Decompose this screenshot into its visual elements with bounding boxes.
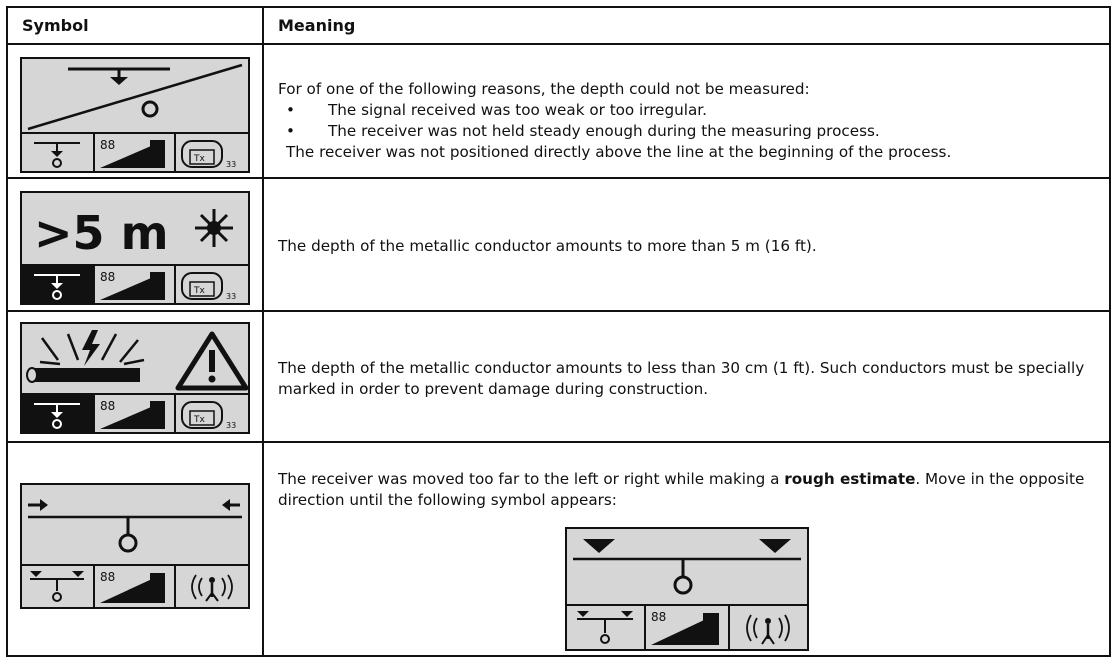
rough-estimate-emphasis: rough estimate (784, 470, 916, 488)
tx-label: Tx (194, 154, 205, 164)
meaning-text-4: The receiver was moved too far to the left or right while making a rough estimate. Move in the opposite direction until the following symbol appears: (278, 470, 1085, 509)
table-row (8, 179, 1109, 312)
table-header (8, 8, 1109, 45)
lcd-digits: 88 (651, 610, 667, 624)
meaning-text-3: The depth of the metallic conductor amounts to less than 30 cm (1 ft). Such conductors must be specially marked in order to prevent damage during construction. (278, 359, 1085, 398)
tx-label: Tx (194, 415, 205, 425)
header-meaning: Meaning (278, 16, 356, 35)
tx-sub: 33 (226, 160, 237, 169)
tx-sub: 33 (226, 421, 237, 430)
table-row (8, 443, 1109, 655)
meaning-outro: The receiver was not positioned directly above the line at the beginning of the process. (286, 143, 952, 161)
bullet-item: • The receiver was not held steady enough during the measuring process. (286, 122, 880, 140)
tx-label: Tx (194, 286, 205, 296)
tx-sub: 33 (226, 292, 237, 301)
depth-less-than-30cm-symbol (20, 322, 250, 434)
meaning-intro: For of one of the following reasons, the depth could not be measured: (278, 80, 810, 98)
lcd-digits: 88 (100, 138, 116, 152)
table-row (8, 312, 1109, 443)
header-symbol: Symbol (22, 16, 89, 35)
lcd-digits: 88 (100, 570, 116, 584)
lcd-digits: 88 (100, 399, 116, 413)
depth-not-measured-symbol (20, 57, 250, 173)
symbol-meaning-table (6, 6, 1111, 657)
centered-position-symbol (565, 527, 809, 651)
meaning-text-2: The depth of the metallic conductor amounts to more than 5 m (16 ft). (278, 237, 817, 255)
table-row (8, 45, 1109, 179)
meaning-text-1 (278, 79, 1095, 163)
lcd-digits: 88 (100, 270, 116, 284)
depth-more-than-5m-symbol (20, 191, 250, 305)
bullet-item: • The signal received was too weak or too irregular. (286, 101, 707, 119)
moved-too-far-symbol (20, 483, 250, 609)
depth-label: >5 m (34, 206, 169, 260)
